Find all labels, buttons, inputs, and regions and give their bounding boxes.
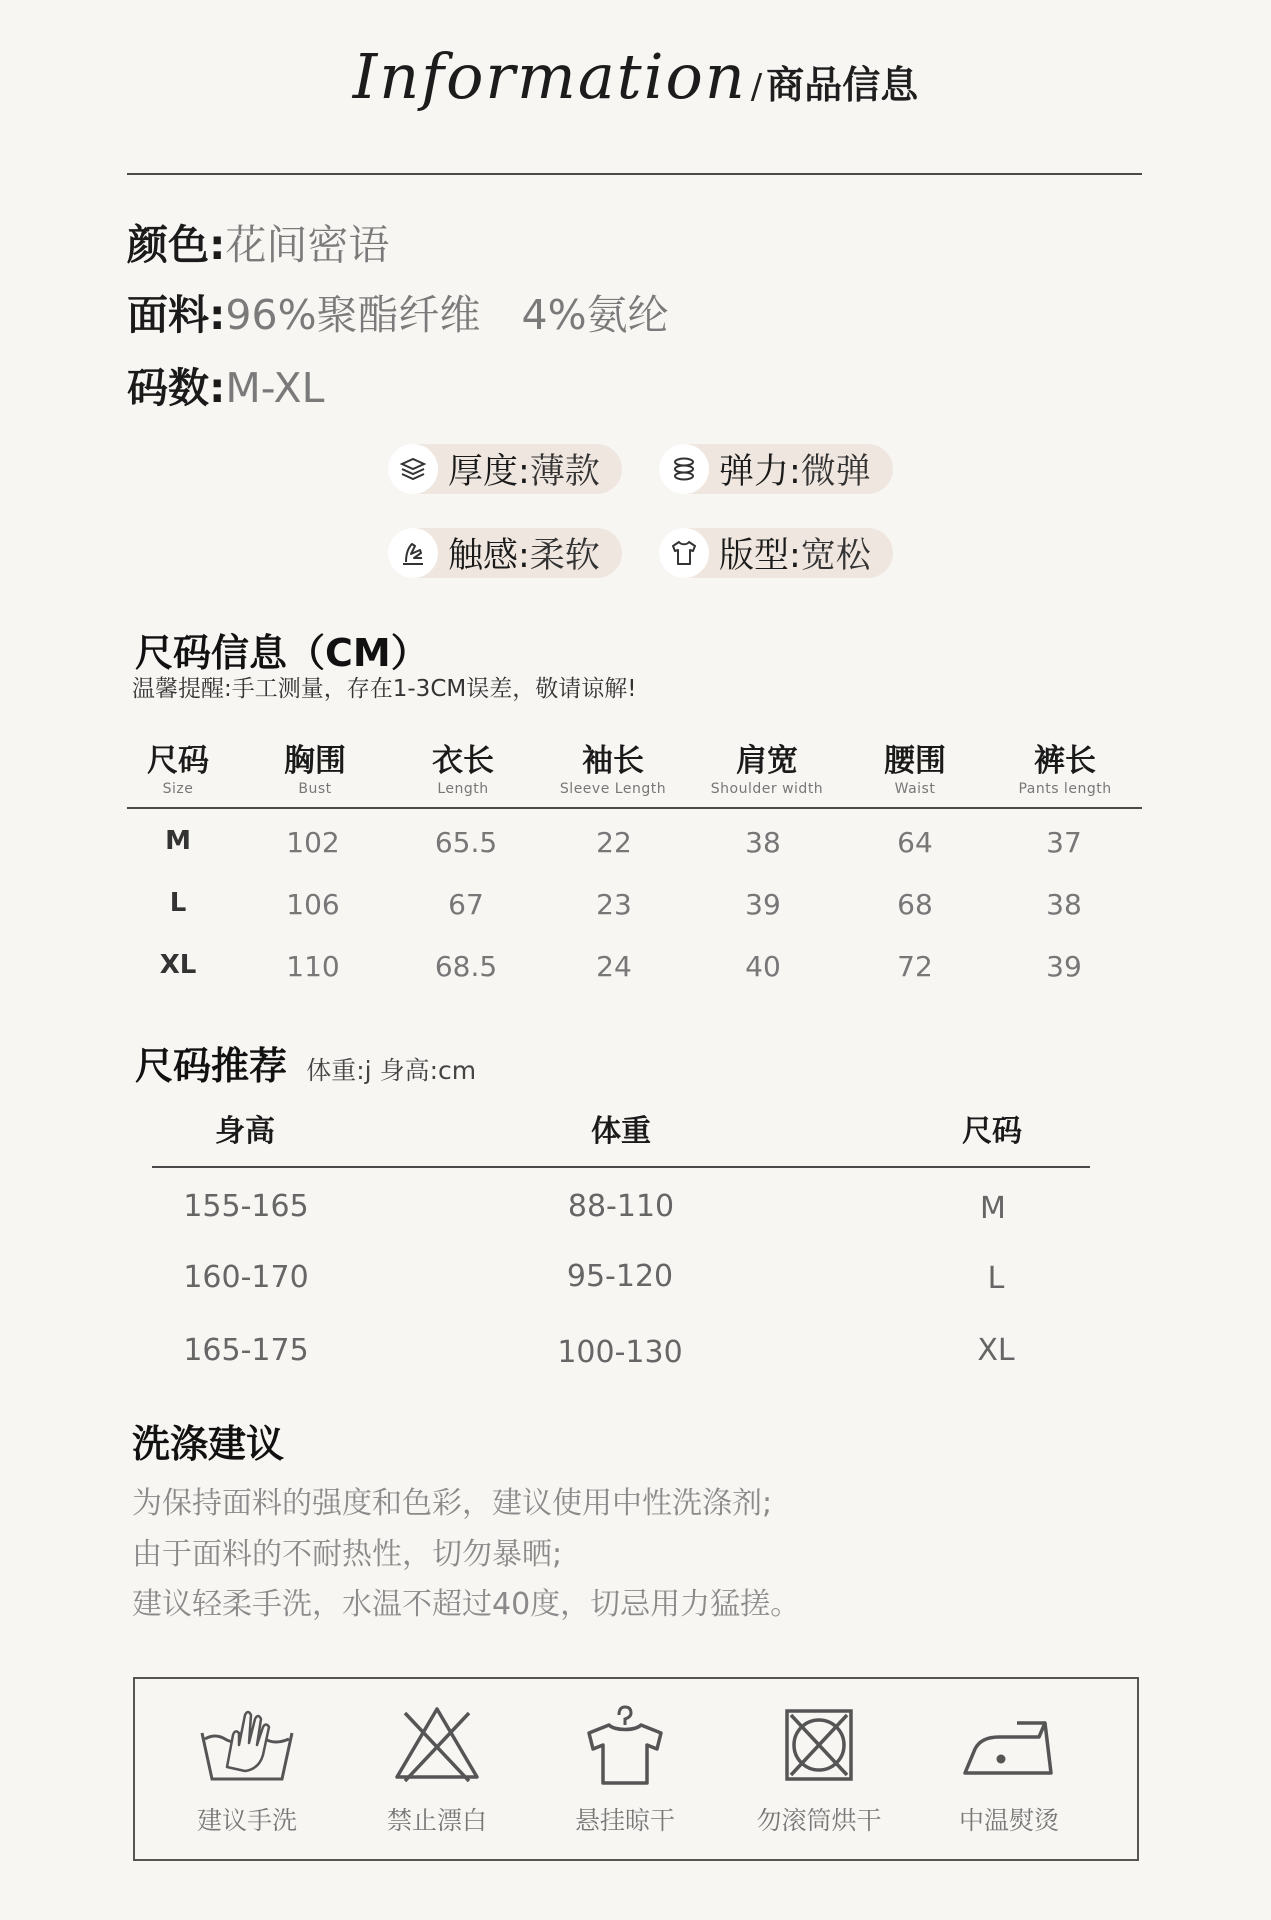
no-bleach-icon	[387, 1705, 487, 1785]
care-label: 建议手洗	[196, 1806, 297, 1835]
table-cell: 100-130	[557, 1335, 683, 1370]
care-item-no-tumble-dry	[729, 1679, 909, 1859]
info-value: M-XL	[225, 364, 325, 412]
recommend-header-size: 尺码	[962, 1114, 1022, 1149]
table-cell: 110	[286, 950, 340, 983]
care-item-no-bleach	[347, 1679, 527, 1859]
header-en: Length	[437, 781, 489, 797]
size-table-divider	[127, 807, 1142, 809]
info-label: 码数:	[127, 364, 226, 412]
washing-title: 洗涤建议	[132, 1422, 285, 1466]
touch-hand-icon	[388, 528, 438, 578]
hand-wash-icon	[197, 1705, 297, 1785]
header-zh: 肩宽	[736, 743, 798, 779]
attribute-value: 柔软	[529, 536, 600, 576]
care-label: 中温熨烫	[958, 1806, 1059, 1835]
table-cell: 23	[596, 888, 632, 921]
attribute-label: 厚度:	[448, 452, 530, 492]
recommend-header-height: 身高	[215, 1114, 275, 1149]
table-cell: 106	[286, 888, 340, 921]
tshirt-icon	[659, 528, 709, 578]
no-tumble-dry-icon	[769, 1705, 869, 1785]
size-recommend-title	[135, 1035, 476, 1090]
table-cell: 165-175	[183, 1333, 309, 1368]
table-cell: M	[980, 1191, 1006, 1226]
size-table-header-sleeve	[528, 742, 698, 798]
table-cell: 65.5	[434, 826, 498, 859]
table-cell: 40	[745, 950, 781, 983]
table-cell: 155-165	[183, 1189, 309, 1224]
info-row-color	[127, 212, 389, 271]
fabric-layers-icon	[388, 444, 438, 494]
attribute-touch	[388, 528, 622, 578]
care-label: 禁止漂白	[386, 1806, 487, 1835]
table-cell: 64	[897, 826, 933, 859]
table-cell: 88-110	[567, 1189, 675, 1224]
page-header	[0, 40, 1271, 113]
info-label: 面料:	[127, 291, 226, 339]
washing-line: 为保持面料的强度和色彩，建议使用中性洗涤剂;	[132, 1486, 773, 1521]
care-label: 悬挂晾干	[574, 1806, 675, 1835]
size-info-title: 尺码信息（CM）	[135, 631, 429, 675]
table-cell: L	[987, 1261, 1005, 1296]
attribute-value: 宽松	[800, 536, 871, 576]
attribute-stretch	[659, 444, 893, 494]
size-table-header-bust	[230, 742, 400, 798]
table-cell: 67	[448, 888, 484, 921]
table-cell: M	[165, 826, 191, 856]
info-row-fabric	[127, 282, 669, 341]
washing-line: 由于面料的不耐热性，切勿暴晒;	[132, 1537, 563, 1572]
header-zh: 胸围	[284, 743, 346, 779]
attribute-label: 弹力:	[719, 452, 801, 492]
table-cell: L	[169, 888, 187, 918]
info-label: 颜色:	[127, 221, 226, 269]
table-cell: 160-170	[183, 1260, 309, 1295]
stretch-coil-icon	[659, 444, 709, 494]
washing-line: 建议轻柔手洗，水温不超过40度，切忌用力猛搓。	[132, 1587, 801, 1622]
table-cell: 68	[897, 888, 933, 921]
table-cell: XL	[977, 1333, 1015, 1368]
table-cell: 22	[596, 826, 632, 859]
header-en: Waist	[894, 781, 936, 797]
header-en: Size	[162, 781, 194, 797]
table-cell: 72	[897, 950, 933, 983]
table-cell: 38	[745, 826, 781, 859]
size-info-note: 温馨提醒:手工测量，存在1-3CM误差，敬请谅解!	[132, 676, 637, 702]
size-table-header-waist	[830, 742, 1000, 798]
page-title-cn: 商品信息	[766, 63, 919, 107]
header-en: Shoulder width	[710, 781, 824, 797]
table-cell: XL	[159, 950, 197, 980]
size-table-header-shoulder	[682, 742, 852, 798]
table-cell: 37	[1046, 826, 1082, 859]
size-recommend-unit-note: 体重:j 身高:cm	[306, 1056, 477, 1085]
info-row-size	[127, 355, 324, 414]
hang-dry-icon	[575, 1705, 675, 1785]
header-divider	[127, 173, 1142, 175]
table-cell: 38	[1046, 888, 1082, 921]
title-separator: /	[750, 67, 763, 107]
recommend-header-weight: 体重	[591, 1114, 651, 1149]
size-table-header-length	[378, 742, 548, 798]
iron-medium-icon	[959, 1705, 1059, 1785]
header-en: Pants length	[1018, 781, 1112, 797]
attribute-label: 版型:	[719, 536, 801, 576]
attribute-fit	[659, 528, 893, 578]
care-item-hang-dry	[535, 1679, 715, 1859]
table-cell: 68.5	[434, 950, 498, 983]
size-recommend-title-text: 尺码推荐	[135, 1044, 288, 1088]
table-cell: 24	[596, 950, 632, 983]
table-cell: 39	[1046, 950, 1082, 983]
info-value: 花间密语	[225, 221, 390, 269]
table-cell: 95-120	[566, 1259, 674, 1294]
info-value: 96%聚酯纤维 4%氨纶	[225, 291, 669, 339]
attribute-value: 薄款	[529, 452, 600, 492]
care-symbols-box	[133, 1677, 1139, 1861]
table-cell: 102	[286, 826, 340, 859]
care-label: 勿滚筒烘干	[756, 1806, 882, 1835]
header-zh: 尺码	[147, 743, 209, 779]
care-item-iron-medium	[919, 1679, 1099, 1859]
header-zh: 腰围	[884, 743, 946, 779]
header-zh: 衣长	[432, 743, 494, 779]
attribute-thickness	[388, 444, 622, 494]
page-title-en: Information	[352, 40, 747, 113]
header-zh: 裤长	[1034, 743, 1096, 779]
table-cell: 39	[745, 888, 781, 921]
attribute-label: 触感:	[448, 536, 530, 576]
header-zh: 袖长	[582, 743, 644, 779]
attribute-value: 微弹	[800, 452, 871, 492]
care-item-hand-wash	[157, 1679, 337, 1859]
size-table-header-pants	[980, 742, 1150, 798]
recommend-table-divider	[152, 1166, 1090, 1168]
header-en: Sleeve Length	[559, 781, 667, 797]
header-en: Bust	[298, 781, 332, 797]
